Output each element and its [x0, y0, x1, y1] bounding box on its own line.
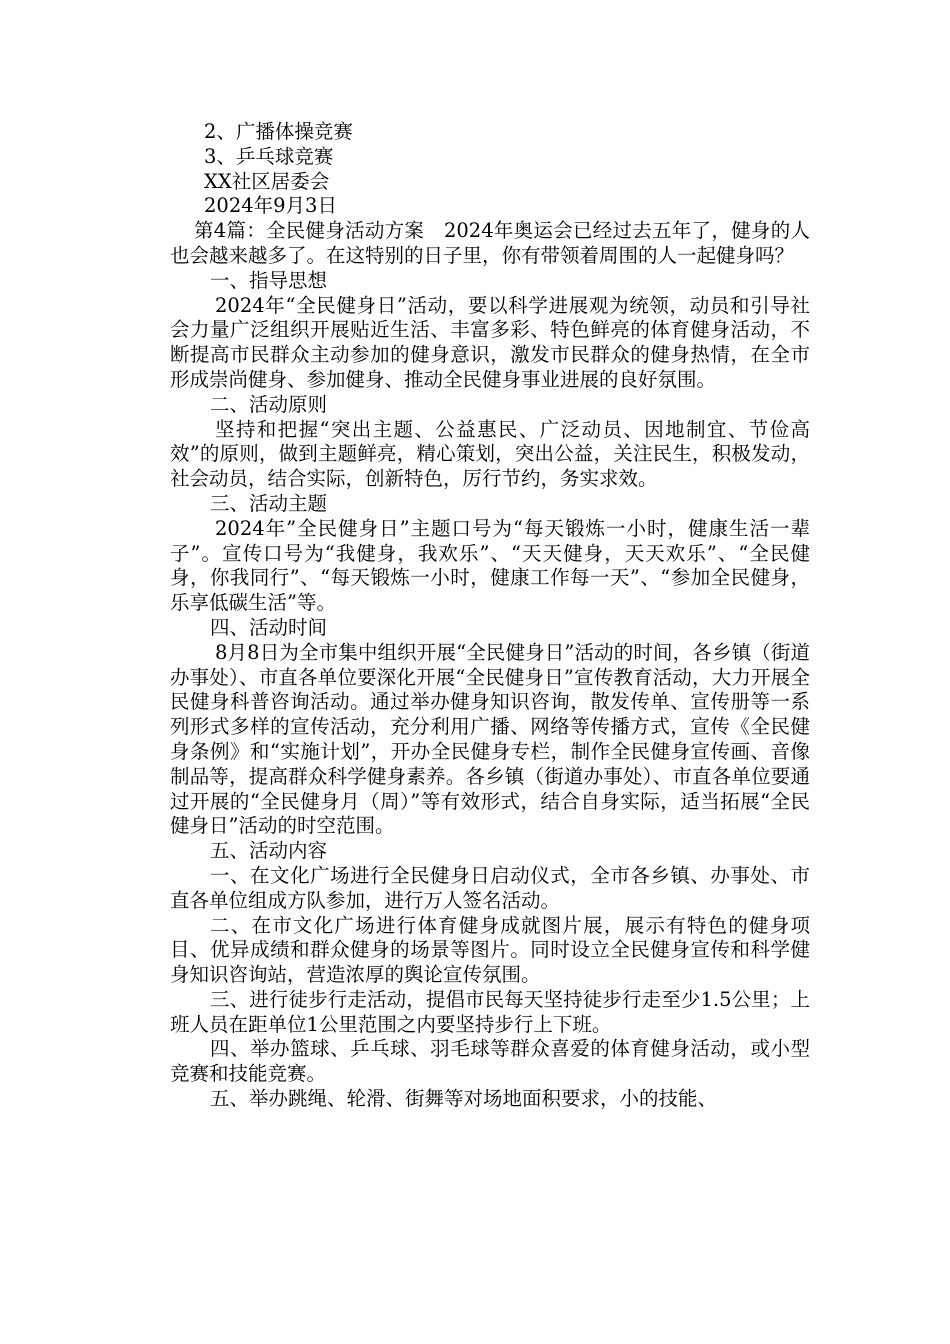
paragraph: 8月8日为全市集中组织开展“全民健身日”活动的时间，各乡镇（街道办事处）、市直各单位要深化开展“全民健身日”宣传教育活动，大力开展全民健身科普咨询活动。通过举办健身知识咨询，散发传单、宣传册等一系列形式多样的宣传活动，充分利用广播、网络等传播方式，宣传《全民健身条例》和“实施计划”，开办全民健身专栏，制作全民健身宣传画、音像制品等，提高群众科学健身素养。各乡镇（街道办事处）、市直各单位要通过开展的“全民健身月（周）”等有效形式，结合自身实际，适当拓展“全民健身日”活动的时空范围。 [170, 640, 810, 838]
paragraph: 五、举办跳绳、轮滑、街舞等对场地面积要求，小的技能、 [210, 1087, 718, 1111]
paragraph: 一、在文化广场进行全民健身日启动仪式，全市各乡镇、办事处、市直各单位组成方队参加，进行万人签名活动。 [170, 863, 810, 912]
document-body [170, 120, 810, 1112]
paragraph: XX社区居委会 [204, 169, 330, 193]
paragraph: 第4篇：全民健身活动方案 2024年奥运会已经过去五年了，健身的人也会越来越多了。在这特别的日子里，你有带领着周围的人一起健身吗？ [170, 219, 810, 267]
paragraph: 2、广播体操竞赛 [204, 120, 353, 143]
paragraph: 2024年”全民健身日”主题口号为“每天锻炼一小时，健康生活一辈子”。宣传口号为“我健身，我欢乐”、“天天健身，天天欢乐”、“全民健身，你我同行”、“每天锻炼一小时，健康工作每一天”、“参加全民健身，乐享低碳生活”等。 [170, 516, 810, 615]
section-heading: 三、活动主题 [210, 491, 328, 515]
section-heading: 四、活动时间 [210, 615, 328, 639]
paragraph: 2024年9月3日 [204, 194, 337, 218]
paragraph: 2024年“全民健身日”活动，要以科学进展观为统领，动员和引导社会力量广泛组织开展贴近生活、丰富多彩、特色鲜亮的体育健身活动，不断提高市民群众主动参加的健身意识，激发市民群众的健身热情，在全市形成崇尚健身、参加健身、推动全民健身事业进展的良好氛围。 [170, 293, 810, 391]
paragraph: 三、进行徒步行走活动，提倡市民每天坚持徒步行走至少1.5公里；上班人员在距单位1公里范围之内要坚持步行上下班。 [170, 987, 810, 1036]
paragraph: 四、举办篮球、乒乓球、羽毛球等群众喜爱的体育健身活动，或小型竞赛和技能竞赛。 [170, 1037, 810, 1086]
section-heading: 二、活动原则 [210, 392, 328, 416]
paragraph: 二、在市文化广场进行体育健身成就图片展，展示有特色的健身项目、优异成绩和群众健身的场景等图片。同时设立全民健身宣传和科学健身知识咨询站，营造浓厚的舆论宣传氛围。 [170, 913, 810, 987]
paragraph: 3、乒乓球竞赛 [204, 144, 334, 168]
section-heading: 五、活动内容 [210, 839, 328, 863]
section-heading: 一、指导思想 [210, 268, 328, 292]
paragraph: 坚持和把握“突出主题、公益惠民、广泛动员、因地制宜、节俭高效”的原则，做到主题鲜亮，精心策划，突出公益，关注民生，积极发动，社会动员，结合实际，创新特色，厉行节约，务实求效。 [170, 417, 810, 491]
